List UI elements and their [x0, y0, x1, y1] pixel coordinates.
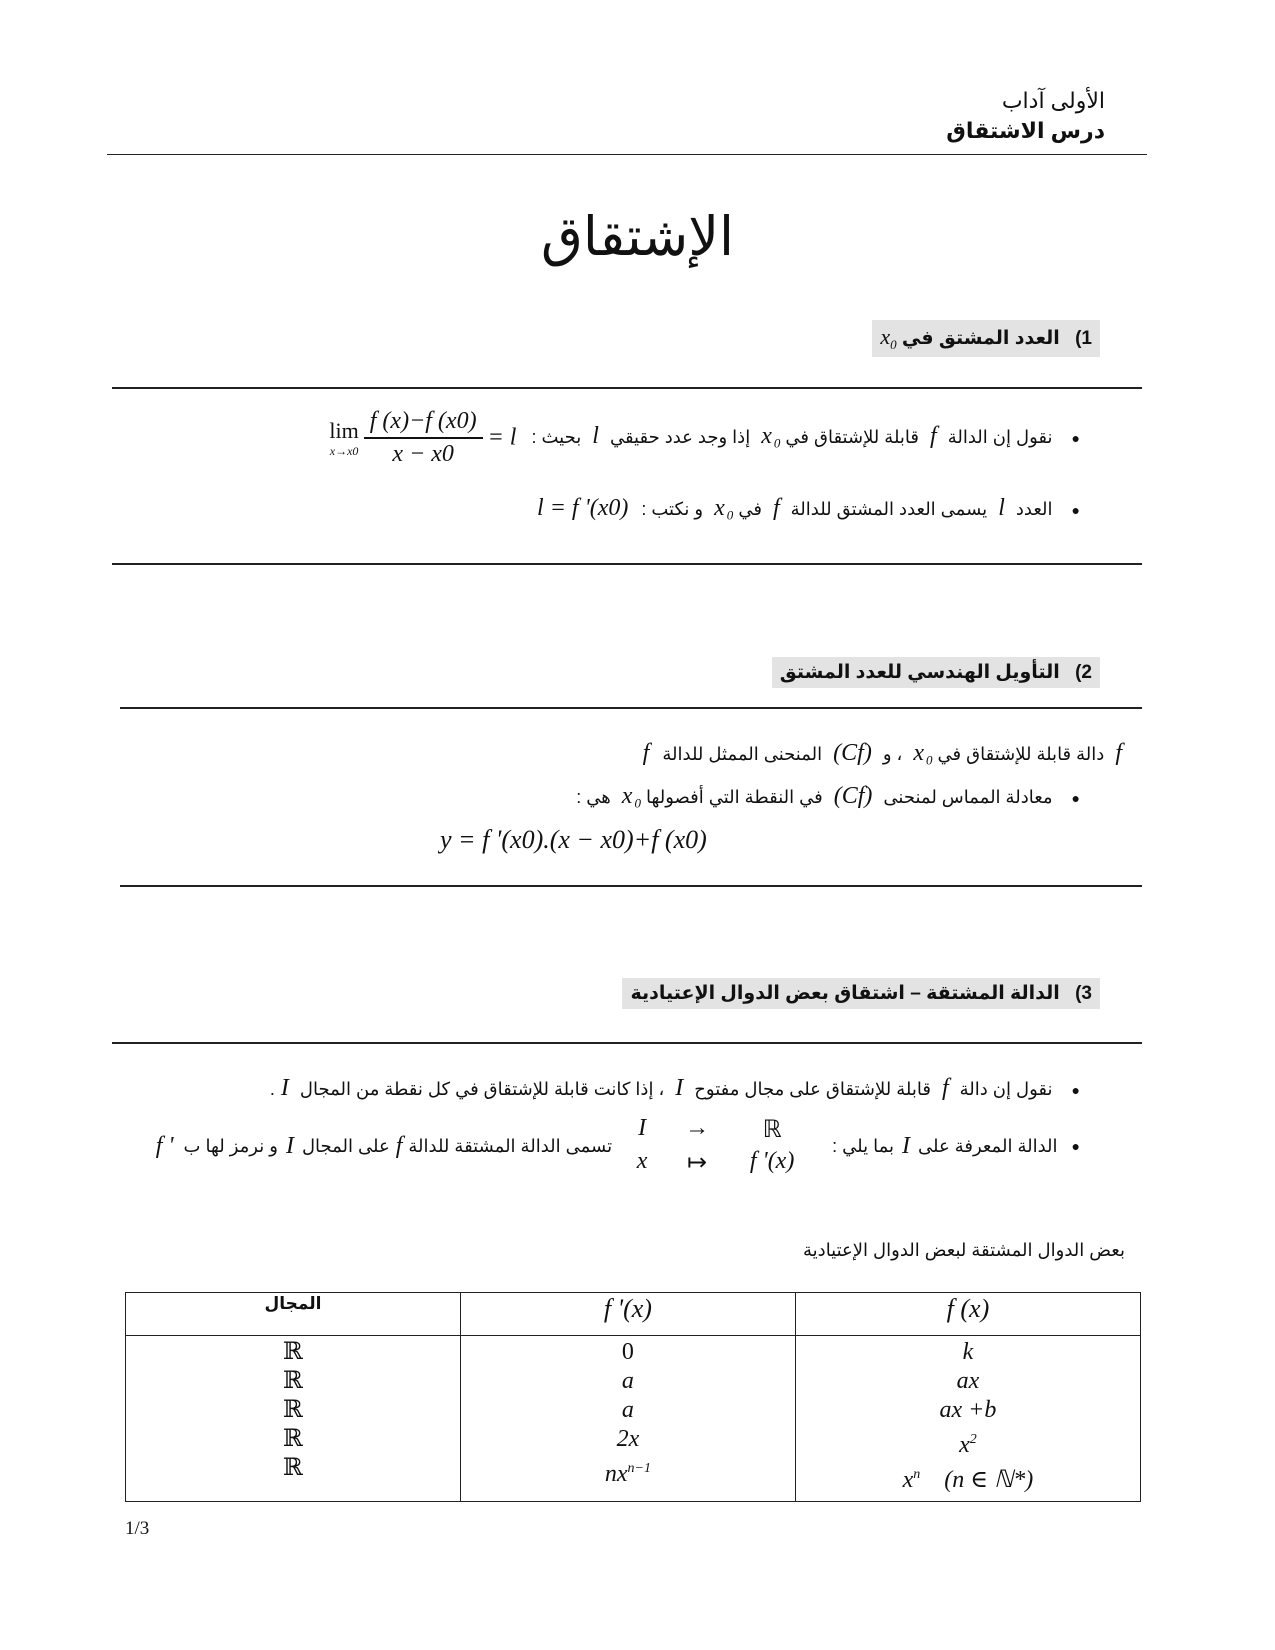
- map-x: x: [636, 1148, 648, 1174]
- section-title: الدالة المشتقة – اشتقاق بعض الدوال الإعتيادية: [630, 983, 1060, 1004]
- math-f: f: [642, 740, 650, 766]
- text: ، إذا كانت قابلة للإشتقاق في كل نقطة من المجال: [299, 1079, 665, 1099]
- domain-column: [126, 1336, 461, 1502]
- table-header-row: [126, 1293, 1141, 1336]
- section2-bottom-rule: [120, 885, 1142, 887]
- math-fprime: f ': [155, 1132, 174, 1159]
- fraction-numerator: f (x)−f (x0): [364, 408, 483, 439]
- text: تسمى الدالة المشتقة للدالة: [408, 1135, 613, 1156]
- map-codomain: ℝ: [762, 1117, 782, 1143]
- math-f: f: [930, 422, 937, 449]
- limit-equals: = l: [487, 424, 517, 451]
- table-row: [126, 1336, 1141, 1502]
- fprime-cell: 2x: [616, 1426, 640, 1452]
- section1-heading: [872, 320, 1100, 357]
- map-domain: I: [638, 1115, 647, 1141]
- math-f: f: [941, 1075, 949, 1101]
- heading-var: x: [880, 324, 891, 349]
- text: على المجال: [301, 1135, 390, 1156]
- math-sub: 0: [773, 435, 781, 451]
- bullet-dot: ●: [1071, 429, 1080, 446]
- derivative-notation: l = f '(x0): [537, 495, 629, 521]
- text: نقول إن الدالة: [947, 426, 1053, 447]
- text: العدد: [1015, 499, 1053, 519]
- lim: lim: [329, 417, 359, 443]
- math-I: I: [901, 1132, 910, 1159]
- section3-top-rule: [112, 1042, 1142, 1044]
- header-lesson: درس الاشتقاق: [946, 118, 1105, 143]
- domain-cell: ℝ: [282, 1455, 303, 1481]
- fraction-denominator: x − x0: [392, 441, 454, 467]
- exponent: n: [913, 1467, 921, 1482]
- domain-cell: ℝ: [282, 1339, 303, 1365]
- fx-cell: ax: [956, 1368, 980, 1394]
- text: قابلة للإشتقاق في: [785, 426, 920, 447]
- text: إذا وجد عدد حقيقي: [609, 426, 751, 447]
- math-f: f: [772, 495, 780, 521]
- math-I: I: [280, 1075, 289, 1101]
- math-x: x: [761, 422, 772, 449]
- section2-line1: [643, 740, 1122, 769]
- math-sub: 0: [726, 507, 734, 523]
- text: بما يلي :: [832, 1135, 894, 1156]
- text: قابلة للإشتقاق على مجال مفتوح: [694, 1079, 931, 1099]
- page-title: الإشتقاق: [540, 205, 734, 268]
- text: بحيث :: [531, 426, 582, 447]
- math-x: x: [621, 783, 633, 809]
- bullet-dot: ●: [1071, 1082, 1080, 1098]
- domain-cell: ℝ: [282, 1397, 303, 1423]
- text: المنحنى الممثل للدالة: [662, 744, 823, 764]
- text: في: [738, 499, 762, 519]
- domain-cell: ℝ: [282, 1368, 303, 1394]
- fx-cell: ax +b: [939, 1397, 997, 1423]
- header-level: الأولى آداب: [1001, 88, 1105, 113]
- section-number: 2): [1075, 662, 1092, 683]
- bullet-dot: ●: [1071, 1138, 1080, 1154]
- math-x: x: [913, 740, 925, 766]
- section3-bullet2: [156, 1115, 1080, 1177]
- math-I: I: [675, 1075, 684, 1101]
- header-divider: [107, 154, 1147, 155]
- section1-bullet2: [537, 495, 1080, 524]
- text: دالة قابلة للإشتقاق في: [937, 744, 1105, 764]
- text: نقول إن دالة: [959, 1079, 1053, 1099]
- map-mapsto: ↦: [687, 1150, 708, 1176]
- math-x: x: [714, 495, 725, 521]
- math-I: I: [285, 1132, 294, 1159]
- table-caption: بعض الدوال المشتقة لبعض الدوال الإعتيادية: [803, 1240, 1125, 1260]
- fprime-column: [460, 1336, 795, 1502]
- section2-bullet: [576, 783, 1080, 812]
- math-l: l: [998, 495, 1005, 521]
- derivatives-table: [125, 1292, 1141, 1502]
- heading-sub: 0: [890, 336, 897, 352]
- bullet-dot: ●: [1071, 790, 1080, 806]
- domain-cell: ℝ: [282, 1426, 303, 1452]
- lim-sub: x→x0: [329, 443, 359, 458]
- period: .: [269, 1079, 275, 1099]
- map-image: f '(x): [749, 1148, 795, 1174]
- section2-top-rule: [120, 707, 1142, 709]
- text: و نرمز لها ب: [183, 1135, 278, 1156]
- header-fprime: f '(x): [460, 1293, 795, 1336]
- fx-cell: k: [962, 1339, 974, 1365]
- fprime-cell: a: [621, 1397, 634, 1423]
- fprime-cell: 0: [621, 1339, 634, 1365]
- section-title: التأويل الهندسي للعدد المشتق: [779, 662, 1060, 683]
- math-sub: 0: [926, 752, 933, 768]
- text: معادلة المماس لمنحنى: [883, 787, 1053, 807]
- section3-bullet1: [270, 1075, 1080, 1102]
- section-title: العدد المشتق في: [901, 328, 1060, 349]
- fprime-cell: a: [621, 1368, 634, 1394]
- curve-cf: (Cf): [833, 740, 872, 766]
- text: في النقطة التي أفصولها: [645, 787, 823, 807]
- page-number: 1/3: [125, 1518, 150, 1539]
- section1-top-rule: [112, 387, 1142, 389]
- fprime-cell: nx: [604, 1461, 628, 1487]
- math-f: f: [1115, 740, 1122, 766]
- header-fx: f (x): [795, 1293, 1140, 1336]
- map-arrow: →: [685, 1115, 710, 1141]
- text: الدالة المعرفة على: [917, 1135, 1058, 1156]
- fx-column: [795, 1336, 1140, 1502]
- section2-heading: [772, 657, 1100, 688]
- math-sub: 0: [634, 795, 641, 811]
- exponent: n−1: [627, 1461, 651, 1476]
- curve-cf: (Cf): [833, 783, 873, 809]
- mapping: [622, 1115, 812, 1177]
- section-number: 3): [1075, 983, 1092, 1004]
- header-domain: المجال: [126, 1293, 461, 1336]
- section3-heading: [622, 978, 1100, 1009]
- limit-formula: [329, 408, 516, 468]
- fx-cell: x: [959, 1432, 970, 1458]
- fx-condition: (n ∈ ℕ*): [944, 1467, 1034, 1493]
- text: و نكتب :: [641, 499, 704, 519]
- fx-cell: x: [902, 1467, 914, 1493]
- section1-bullet1: [329, 408, 1080, 468]
- text: هي :: [576, 787, 611, 807]
- math-f: f: [395, 1132, 403, 1159]
- section1-bottom-rule: [112, 563, 1142, 565]
- text: ، و: [882, 744, 903, 764]
- bullet-dot: ●: [1071, 502, 1080, 518]
- section-number: 1): [1075, 328, 1092, 349]
- text: يسمى العدد المشتق للدالة: [790, 499, 988, 519]
- exponent: 2: [969, 1432, 977, 1447]
- tangent-equation: y = f '(x0).(x − x0)+f (x0): [440, 825, 707, 854]
- math-l: l: [592, 422, 599, 449]
